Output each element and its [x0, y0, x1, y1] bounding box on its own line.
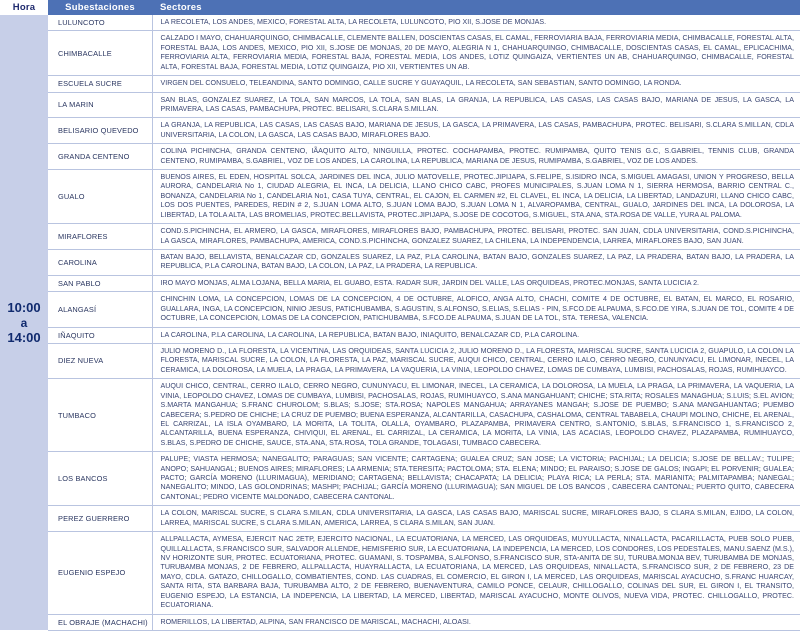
table-row	[0, 506, 800, 532]
table-row	[0, 118, 800, 144]
sectors-list-cell: JULIO MORENO D., LA FLORESTA, LA VICENTINA, LAS ORQUIDEAS, SANTA LUCICIA 2, JULIO MORENO D., LA FLORESTA, MARISCAL SUCRE, SANTA LUCICIA 2, GUAPULO, LA COLON LA FLORESTA, MARISCAL SUCRE, LA COLON, LA FLORESTA, LA PAZ, MARISCAL SUCRE, AUQUI CHICO, CENTRAL, CERRO ILALO, CERRO NEGRO, CUNUNYACU, EL LIMONAR, INECEL, LA CERAMICA, LA DOLOROSA, LA MUELA, LA PRAGA, LA PRIMAVERA, LA VAQUERIA, LA VINIA, LEOPOLDO CHAVEZ, LOMAS DE CUMBAYA, LUMBISI, PACHOSALAS, ROJAS, RUMIHUAYCO.	[152, 343, 800, 378]
table-row	[0, 532, 800, 614]
sectors-list-cell: ROMERILLOS, LA LIBERTAD, ALPINA, SAN FRANCISCO DE MARISCAL, MACHACHI, ALOASI.	[152, 614, 800, 630]
sectors-list-cell: SAN BLAS, GONZALEZ SUAREZ, LA TOLA, SAN MARCOS, LA TOLA, SAN BLAS, LA GRANJA, LA REPUBLICA, LAS CASAS, LAS CASAS BAJO, MARIANA DE JESUS, LA GASCA, LA PRIMAVERA, LAS CASAS, PAMBACHUPA, PROTEC. BELISARI, S.CLARA S.MILLAN.	[152, 92, 800, 118]
substation-name-cell: DIEZ NUEVA	[48, 343, 152, 378]
sectors-list-cell: LA RECOLETA, LOS ANDES, MEXICO, FORESTAL ALTA, LA RECOLETA, LULUNCOTO, PIO XII, S.JOSE DE MONJAS.	[152, 15, 800, 31]
table-row	[0, 170, 800, 224]
sectors-list-cell: BATAN BAJO, BELLAVISTA, BENALCAZAR CD, GONZALES SUAREZ, LA PAZ, P.LA CAROLINA, BATAN BAJO, GONZALES SUAREZ, LA PAZ, LA PRADERA, BATAN BAJO, LA PRADERA, LA REPUBLICA, P.LA CAROLINA, BATAN BAJO, LA COLON, LA PAZ, LA PRADERA, LA REPUBLICA.	[152, 250, 800, 276]
table-row	[0, 224, 800, 250]
table-row	[0, 76, 800, 92]
table-body	[0, 15, 800, 630]
column-header-sectores: Sectores	[152, 0, 800, 15]
hora-end-time: 14:00	[7, 329, 41, 345]
substation-name-cell: ALANGASÍ	[48, 292, 152, 327]
sectors-list-cell: IRO MAYO MONJAS, ALMA LOJANA, BELLA MARIA, EL GUABO, ESTA. RADAR SUR, JARDIN DEL VALLE, LAS ORQUIDEAS, PROTEC.MONJAS, SANTA LUCICIA 2.	[152, 275, 800, 291]
column-header-subestaciones: Subestaciones	[48, 0, 152, 15]
table-row	[0, 343, 800, 378]
substation-name-cell: PEREZ GUERRERO	[48, 506, 152, 532]
substation-name-cell: MIRAFLORES	[48, 224, 152, 250]
substation-name-cell: GUALO	[48, 170, 152, 224]
hora-separator: a	[20, 315, 28, 330]
table-row	[0, 275, 800, 291]
table-row	[0, 250, 800, 276]
substation-name-cell: CAROLINA	[48, 250, 152, 276]
header-row	[0, 0, 800, 15]
substation-name-cell: LA MARIN	[48, 92, 152, 118]
table-row	[0, 614, 800, 630]
substation-name-cell: LOS BANCOS	[48, 452, 152, 506]
hora-cell	[0, 15, 48, 630]
substation-name-cell: LULUNCOTO	[48, 15, 152, 31]
substation-name-cell: ESCUELA SUCRE	[48, 76, 152, 92]
sectors-list-cell: ALLPALLACTA, AYMESA, EJERCIT NAC 2ETP, EJERCITO NACIONAL, LA ECUATORIANA, LA MERCED, LAS ORQUIDEAS, MUYULLACTA, NINALLACTA, PACARILLACTA, PUEB SOLO PUEB, QUILLALLACTA, S.FRANCISCO SUR, SALVADOR ALLENDE, HEMISFERIO SUR, LA ECUATORIANA, LA INDEPENCIA, LA MERCED, LOS CONDORES, LOS PEDESTALES, MANU.SAENZ (M.S.), NV HORIZONTE SUR, PROTEC. ECUATORIANA, PROTEC. GUAMANI, S. TOSPAMBA, S.ALFONSO, S.FRANCISCO SUR, STA-ANITA DE SU, TURUBA.MONJA BEV, TURUBAMBA DE MONJAS, TURUBAMBA MONJAS, 2 DE FEBRERO, ALLPALLACTA, HUAYRALLACTA, LA ECUATORIANA, LA MERCED, LAS ORQUIDEAS, NINALLACTA, S.FRANCISCO SUR, 2 DE FEBRERO, 23 DE MAYO, CDLA. GATAZO, CHILLOGALLO, COMBATIENTES, COND. LAS CUADRAS, EL COMERCIO, EL GIRON I, LA MERCED, LAS ORQUIDEAS, MARISCAL AYACUCHO, S.FRANC HUARCAY, SANTA RITA, STA BARBARA BAJA, TURUBAMBA ALTO, 2 DE FEBRERO, BUENAVENTURA, CAMILO PONCE, CELAUR, CHILLOGALLO, COLINAS DEL SUR, EL GIRON I, EL TRANSITO, EUGENIO ESPEJO, LA ESTANCIA, LA INDEPENCIA, LA LIBERTAD, LA MERCED, LIBERTAD, MARISCAL AYACUCHO, MONTE OLIVOS, NUEVA VIDA, PROTEC. CHILLOGALLO, PROTEC. ECUATORIANA.	[152, 532, 800, 614]
sectors-list-cell: CHINCHIN LOMA, LA CONCEPCION, LOMAS DE LA CONCEPCION, 4 DE OCTUBRE, ALOFICO, ANGA ALTO, CHACHI, COMITE 4 DE OCTUBRE, EL BATAN, EL MARCO, EL ROSARIO, GUALLARA, INGA, LA CONCEPCION, NINIO JESUS, PATICHUBAMBA, S.AGUSTIN, S.ALFONSO, S.ELIAS, S.ELIAS - PIN, S.FCO.DE ALPAUMA, S.FCO.DE YIRA, S.JUAN DE TOL, COMITE 4 DE OCTUBRE, LA CONCEPCION, LOMAS DE LA CONCEPCION, PATICHUBAMBA, S.FCO.DE ALPAUMA, S.JUAN DE LA TOL, STA. TERESA, VALENCIA.	[152, 292, 800, 327]
table-row	[0, 327, 800, 343]
sectors-list-cell: AUQUI CHICO, CENTRAL, CERRO ILALO, CERRO NEGRO, CUNUNYACU, EL LIMONAR, INECEL, LA CERAMICA, LA DOLOROSA, LA MUELA, LA PRAGA, LA PRIMAVERA, LA VAQUERIA, LA VINIA, LEOPOLDO CHAVEZ, LOMAS DE CUMBAYA, LUMBISI, PACHOSALAS, ROJAS, RUMIHUAYCO, S.ANA MANGAHUANT; CHICHE; STA.RITA; ROSALES MANAGHUA; S.LUIS; S.EL AVION; S.MARTA MANGAHUA; S.FRANC CHUROLOM; S.BLAS; S.JOSE; STA.ROSA; NAPOLES MANGAHUA; ARRAYANES MANGAH; S.JOSE DE PUEMBO; S.ANA MANGAHUANTAG; PUEMBO CABECERA; S.PEDRO DE CHICHE; LA CRUZ DE PUEMBO; BUENA ESPERANZA, ALCANTARILLA, CASACHUPA, CASHALOMA, CENTRAL TABABELA, CHAUPI MOLINO, CHICHE, EL ARENAL, EL CARRIZAL, LA ISLA OYAMBARO, LA MORITA, LA TOLITA, OLALLA, OYAMBARO, PLAZAPAMBA, PRIMAVERA CENTRO, S.ANTONIO, S.BLAS, S.FRANCISCO 1, S.FRANCISCO 2, ALCANTARILLA, BUENA ESPERANZA, CHIVIQUI, EL ARENAL, EL CARRIZAL, LA CERAMICA, LA MORITA, LA VINIA, LAS ACACIAS, LEOPOLDO CHAVEZ, PLAZAPAMBA, RUMIHUAYCO, S.BLAS, S.PEDRO DE CHICHE, SAUCE, STA.ANA, STA.ROSA, TOLA GRANDE, TOLAGASI, TUMBACO CABECERA.	[152, 379, 800, 452]
substation-name-cell: BELISARIO QUEVEDO	[48, 118, 152, 144]
substation-name-cell: TUMBACO	[48, 379, 152, 452]
substation-name-cell: GRANDA CENTENO	[48, 144, 152, 170]
sectors-list-cell: PALUPE; VIASTA HERMOSA; NANEGALITO; PARAGUAS; SAN VICENTE; CARTAGENA; GUALEA CRUZ; SAN JOSE; LA VICTORIA; PACHIJAL; LA DELICIA; S.JOSE DE BELLAV.; TULIPE; ANOPO; SAHUANGAL; BUENOS AIRES; MIRAFLORES; LA ARMENIA; STA.TERESITA; PACTOLOMA; STA. ELENA; MINDO; EL PARAISO; S.JOSE DE GALOS; INGAPI; EL PORVENIR; GUALEA; PACTO; GARCÍA MORENO (LLURIMAGUA), MERIDIANO; CARTAGENA; BELLAVISTA; CHACAPATA; LA DELICIA; PLAYA RICA; LA PERLA; STA. MARIANITA; PALMITAPAMBA; NANEGAL; NANEGALITO; MINDO, LAS GOLONDRINAS; MASHPI; PACHIJAL; GARCÍA MORENO (LLURIMAGUA); SAN MIGUEL DE LOS BANCOS , CABECERA CANTONAL; PUERTO QUITO, CABECERA CANTONAL; PEDRO VICENTE MALDONADO, CABECERA CANTONAL.	[152, 452, 800, 506]
sectors-list-cell: VIRGEN DEL CONSUELO, TELEANDINA, SANTO DOMINGO, CALLE SUCRE Y GUAYAQUIL, LA RECOLETA, SAN SEBASTIAN, SANTO DOMINGO, LA RONDA.	[152, 76, 800, 92]
sectors-list-cell: LA CAROLINA, P.LA CAROLINA, LA CAROLINA, LA REPUBLICA, BATAN BAJO, INIAQUITO, BENALCAZAR CD, P.LA CAROLINA.	[152, 327, 800, 343]
substation-name-cell: CHIMBACALLE	[48, 31, 152, 76]
table-row	[0, 379, 800, 452]
table-row	[0, 31, 800, 76]
table-row	[0, 92, 800, 118]
substation-name-cell: IÑAQUITO	[48, 327, 152, 343]
column-header-hora: Hora	[0, 0, 48, 15]
substation-name-cell: EL OBRAJE (MACHACHI)	[48, 614, 152, 630]
sectors-list-cell: LA GRANJA, LA REPUBLICA, LAS CASAS, LAS CASAS BAJO, MARIANA DE JESUS, LA GASCA, LA PRIMAVERA, LAS CASAS, PAMBACHUPA, PROTEC. BELISARI, S.CLARA S.MILLAN, CDLA UNIVERSITARIA, LA COLON, LA GASCA, LAS CASAS BAJO, MIRAFLORES BAJO.	[152, 118, 800, 144]
substation-name-cell: EUGENIO ESPEJO	[48, 532, 152, 614]
sectors-list-cell: BUENOS AIRES, EL EDEN, HOSPITAL SOLCA, JARDINES DEL INCA, JULIO MATOVELLE, PROTEC.JIPIJAPA, S.FELIPE, S.ISIDRO INCA, S.MIGUEL AMAGASI, UNION Y PROGRESO, BELLA AURORA, CANDELARIA No 1, CIUDAD ALEGRIA, EL INCA, LA DELICIA, LLANO CHICO CABC, PROFES MUNICIPALES, S.JUAN LOMA N 1, SIERRA HERMOSA, BARRIO CENTRAL C., BONANZA, CANDELARIA No 1, CANDELARIA No1, CASA TUYA, CENTRAL, EL CAJON, EL CARMEN #2, EL CLAVEL, EL INCA, LA DELICIA, LA LIBERTAD, LANDAZURI, LLANO CHICO CABC, LOS DOS PUENTES, PAREDES, REDIN # 2, S.JUAN LOMA ALTO, S.JUAN LOMA BAJO, S.JUAN LOMA N 1, ALVAROPAMBA, CENTRAL, GUALO, JARDINES DEL INCA, LA DOLOROSA, LA LIBERTAD, LA TOLA ALTA, LAS BROMELIAS, PROTEC.BELLAVISTA, PROTEC.JIPIJAPA, S.JOSE DE COCOTOG, S.MIGUEL, STA.ANA, STA.ROSA DE VALLE, YURA AL PALOMA.	[152, 170, 800, 224]
hora-start-time: 10:00	[7, 300, 41, 316]
sectors-list-cell: LA COLON, MARISCAL SUCRE, S CLARA S.MILAN, CDLA UNIVERSITARIA, LA GASCA, LAS CASAS BAJO, MARISCAL SUCRE, MIRAFLORES BAJO, S CLARA S.MILAN, EJIDO, LA COLON, LARREA, MARISCAL SUCRE, S CLARA S.MILAN, AMERICA, LARREA, S CLARA S.MILAN, SAN JUAN.	[152, 506, 800, 532]
table-row	[0, 15, 800, 31]
table-row	[0, 292, 800, 327]
substation-name-cell: SAN PABLO	[48, 275, 152, 291]
sectors-list-cell: COLINA PICHINCHA, GRANDA CENTENO, IÃAQUITO ALTO, NINGUILLA, PROTEC. COCHAPAMBA, PROTEC. RUMIPAMBA, QUITO TENIS G.C, S.GABRIEL, TENNIS CLUB, GRANDA CENTENO, RUMIPAMBA, S.GABRIEL, VOZ DE LOS ANDES, LA CAROLINA, LA REPUBLICA, MARIANA DE JESUS, RUMIPAMBA, S.GABRIEL, VOZ DE LOS ANDES.	[152, 144, 800, 170]
sectors-list-cell: CALZADO I MAYO, CHAHUARQUINGO, CHIMBACALLE, CLEMENTE BALLEN, DOSCIENTAS CASAS, EL CAMAL, FERROVIARIA BAJA, FERROVIARIA MEDIA, CHIMBACALLE, FORESTAL ALTA, FORESTAL BAJA, LOS ANDES, MEXICO, PIO XII, S.JOSE DE MONJAS, 20 DE MAYO, ALEGRIA N 1, CHAHUARQUINGO, CHIMBACALLE, DOSCIENTAS CASAS, EL CAMAL, EPLICACHIMA, FERROVIARIA ALTA, FERROVIARIA MEDIA, FORESTAL BAJA, FORESTAL MEDIA, LOS ANDES, LOTIZ QUINGAIZA, VERTIENTES UN AB, CHAHUARQUINGO, CHIMBACALLE, FORESTAL ALTA, FORESTAL BAJA, FORESTAL MEDIA, LOTIZ QUINGAIZA, PIO XII, VERTIENTES UN AB.	[152, 31, 800, 76]
sectors-list-cell: COND.S.PICHINCHA, EL ARMERO, LA GASCA, MIRAFLORES, MIRAFLORES BAJO, PAMBACHUPA, PROTEC. BELISARI, PROTEC. SAN JUAN, CDLA UNIVERSITARIA, COND.S.PICHINCHA, LA GASCA, MIRAFLORES, PAMBACHUPA, AMERICA, COND.S.PICHINCHA, GONZALEZ SUAREZ, LA CHILENA, LA INDEPENDENCIA, LARREA, MIRAFLORES BAJO, SAN JUAN.	[152, 224, 800, 250]
table-row	[0, 144, 800, 170]
table-header	[0, 0, 800, 15]
table-row	[0, 452, 800, 506]
